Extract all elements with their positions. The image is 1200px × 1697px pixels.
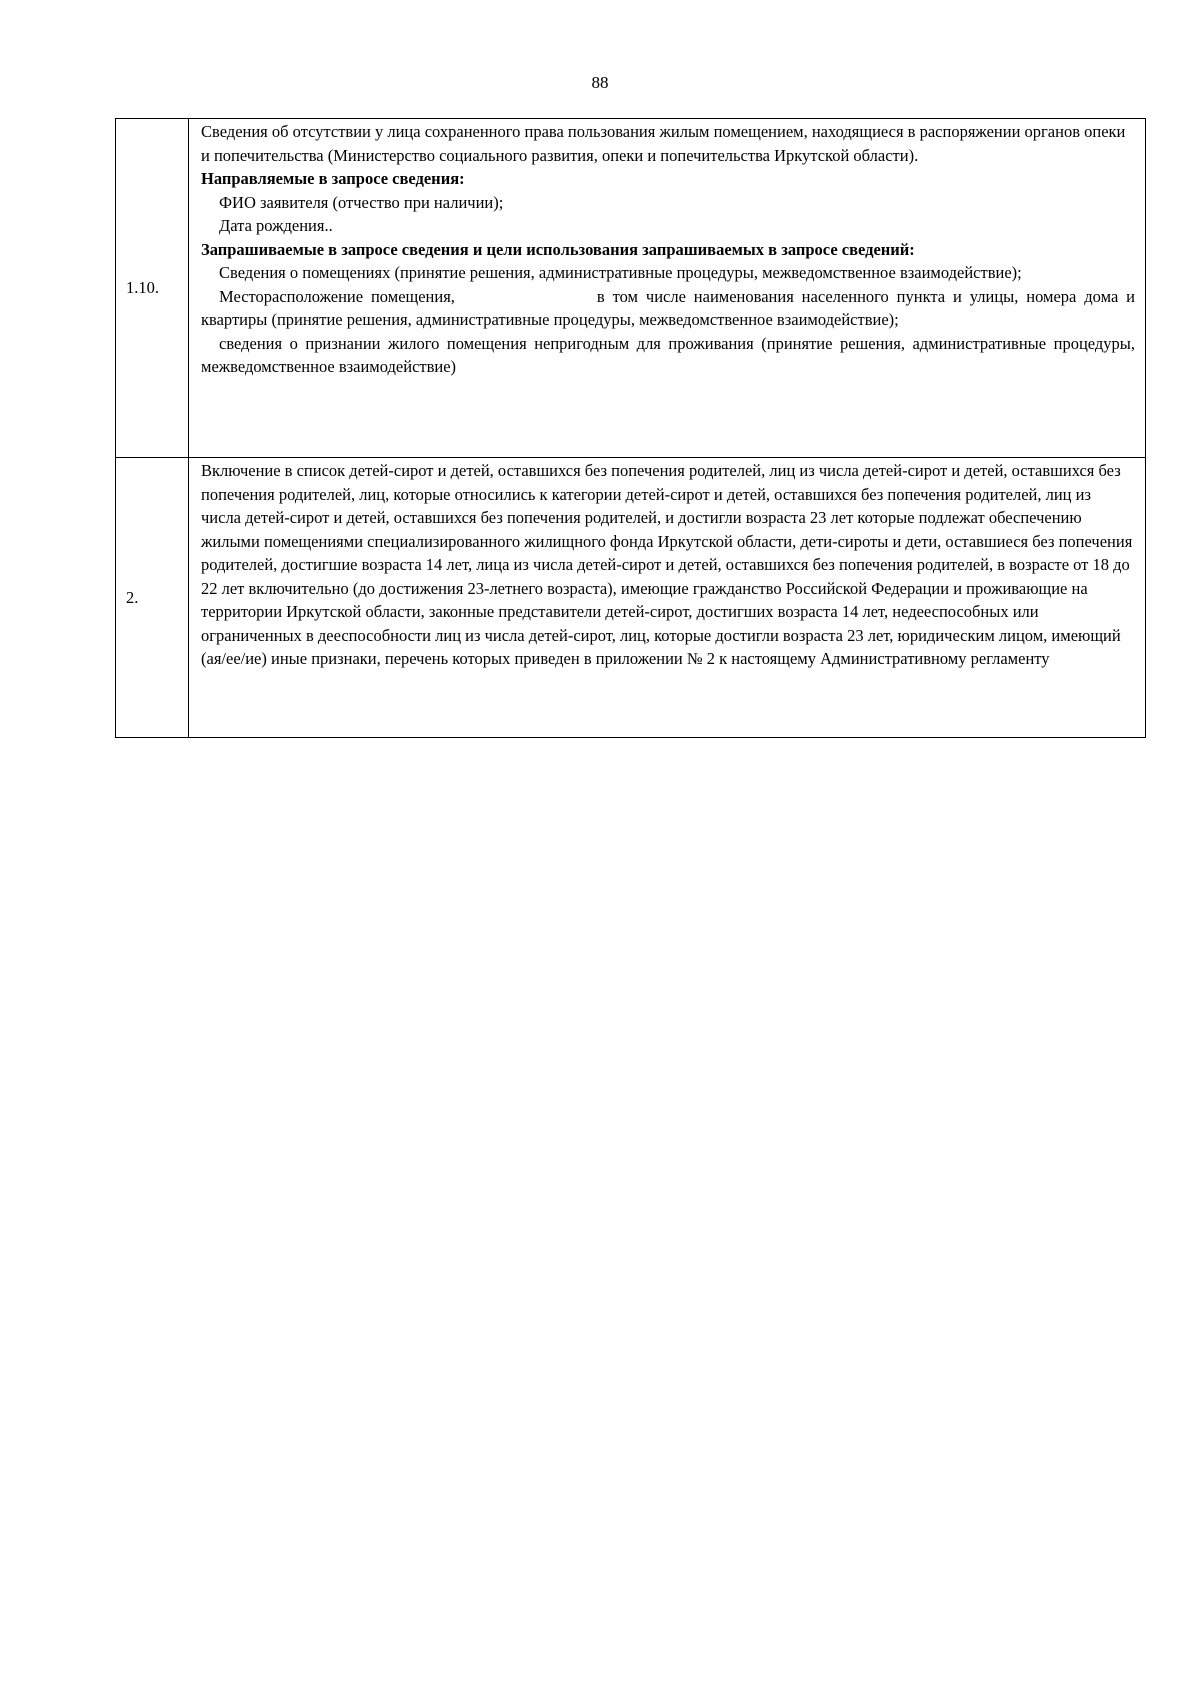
list-item — [201, 285, 1135, 332]
requested-info-heading: Запрашиваемые в запросе сведения и цели использования запрашиваемых в запросе сведений: — [201, 239, 915, 259]
list-item: Сведения о помещениях (принятие решения, административные процедуры, межведомственное взаимодействие); — [219, 263, 1022, 282]
row-number: 1.10. — [116, 119, 189, 458]
row-intro-text: Сведения об отсутствии у лица сохраненного права пользования жилым помещением, находящиеся в распоряжении органов опеки и попечительства (Министерство социального развития, опеки и попечительства Иркутской области). — [201, 122, 1126, 165]
list-item-part: Месторасположение помещения, — [219, 286, 455, 306]
list-item: сведения о признании жилого помещения непригодным для проживания (принятие решения, административные процедуры, межведомственное взаимодействие) — [201, 333, 1135, 376]
list-item: ФИО заявителя (отчество при наличии); — [219, 192, 504, 212]
table-row — [116, 119, 1146, 458]
row-number: 2. — [116, 458, 189, 738]
sent-info-heading: Направляемые в запросе сведения: — [201, 169, 465, 188]
row-text: Включение в список детей-сирот и детей, оставшихся без попечения родителей, лиц из числа детей-сирот и детей, оставшихся без попечения родителей, лиц, которые относились к категории детей-сирот и детей, оставшихся без попечения родителей, лиц из числа детей-сирот и детей, оставшихся без попечения родителей, и достигли возраста 23 лет которые подлежат обеспечению жилыми помещениями специализированного жилищного фонда Иркутской области, дети-сироты и дети, оставшиеся без попечения родителей, достигшие возраста 14 лет, лица из числа детей-сирот и детей, оставшихся без попечения родителей, в возрасте от 18 до 22 лет включительно (до достижения 23-летнего возраста), имеющие гражданство Российской Федерации и проживающие на территории Иркутской области, законные представители детей-сирот, достигших возраста 14 лет, недееспособных или ограниченных в дееспособности лиц из числа детей-сирот, лиц, которые достигли возраста 23 лет, юридическим лицом, имеющий (ая/ее/ие) иные признаки, перечень которых приведен в приложении № 2 к настоящему Административному регламенту — [201, 461, 1133, 668]
list-item-part: в том числе наименования населенного пункта и улицы, номера дома и квартиры (принятие решения, административные процедуры, межведомственное взаимодействие); — [201, 286, 1135, 329]
services-table — [115, 118, 1146, 738]
row-content — [189, 119, 1146, 458]
table-row — [116, 458, 1146, 738]
page-number: 88 — [591, 73, 609, 92]
list-item: Дата рождения.. — [219, 216, 333, 235]
row-content — [189, 458, 1146, 738]
